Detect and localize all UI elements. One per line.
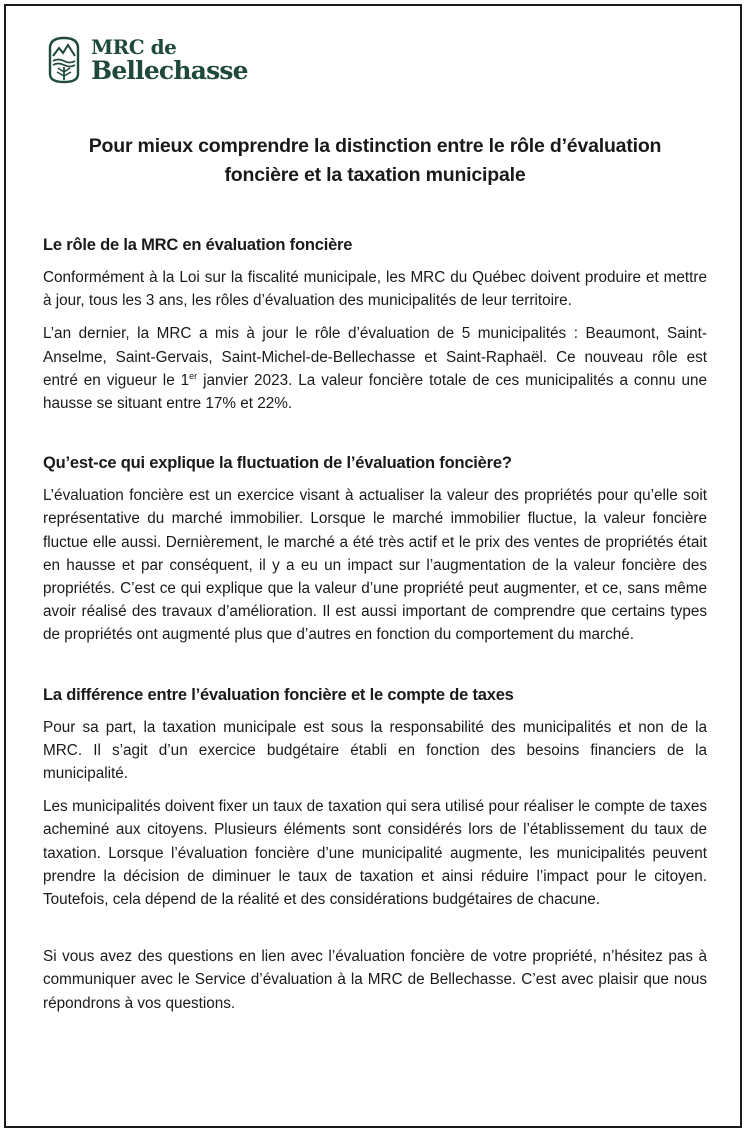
paragraph-text: L’an dernier, la MRC a mis à jour le rôle d’évaluation de 5 municipalités : Beaumont, Saint-Anselme, Saint-Gervais, Saint-Michel-de-Bellechasse et Saint-Raphaël. Ce nouveau rôle est entré en vigueur le 1: [43, 325, 707, 389]
mrc-emblem-icon: [44, 34, 84, 86]
paragraph: Conformément à la Loi sur la fiscalité municipale, les MRC du Québec doivent produire et mettre à jour, tous les 3 ans, les rôles d’évaluation des municipalités de leur territoire.: [43, 269, 707, 310]
logo-line1: MRC de: [91, 35, 177, 59]
section-heading: La différence entre l’évaluation foncière et le compte de taxes: [43, 685, 514, 704]
page-title: [43, 132, 707, 190]
section-difference: [43, 684, 707, 912]
logo-wordmark: [91, 37, 248, 83]
document-frame: [4, 4, 742, 1128]
ordinal-suffix: er: [189, 370, 198, 381]
paragraph: [43, 322, 707, 415]
page-title-line1: Pour mieux comprendre la distinction entre le rôle d’évaluation: [88, 135, 662, 157]
paragraph: L’évaluation foncière est un exercice visant à actualiser la valeur des propriétés pour qu’elle soit représentative du marché immobilier. Lorsque le marché immobilier fluctue, la valeur foncière fluctue elle aussi. Dernièrement, le marché a été très actif et le prix des ventes de propriétés était en hausse et par conséquent, il y a eu un impact sur l’augmentation de la valeur foncière des propriétés. C’est ce qui explique que la valeur d’une propriété peut augmenter, et ce, sans même avoir réalisé des travaux d’amélioration. Il est aussi important de comprendre que certains types de propriétés ont augmenté plus que d’autres en fonction du comportement du marché.: [43, 487, 707, 644]
section-fluctuation: [43, 452, 707, 646]
paragraph: Les municipalités doivent fixer un taux de taxation qui sera utilisé pour réaliser le compte de taxes acheminé aux citoyens. Plusieurs éléments sont considérés lors de l’établissement du taux de taxation. Lorsque l’évaluation foncière d’une municipalité augmente, les municipalités peuvent prendre la décision de diminuer le taux de taxation et ainsi réduire l’impact pour le citoyen. Toutefois, cela dépend de la réalité et des considérations budgétaires de chacune.: [43, 798, 707, 909]
paragraph-text: janvier 2023. La valeur foncière totale de ces municipalités a connu une hausse se situant entre 17% et 22%.: [43, 371, 707, 413]
section-heading: Le rôle de la MRC en évaluation foncière: [43, 236, 353, 254]
section-heading: Qu’est-ce qui explique la fluctuation de l’évaluation foncière?: [43, 454, 512, 473]
closing-paragraph: Si vous avez des questions en lien avec l’évaluation foncière de votre propriété, n’hésitez pas à communiquer avec le Service d’évaluation à la MRC de Bellechasse. C’est avec plaisir que nous répondrons à vos questions.: [43, 948, 707, 1012]
page-title-line2: foncière et la taxation municipale: [224, 164, 526, 186]
mrc-logo: [44, 34, 248, 86]
paragraph: Pour sa part, la taxation municipale est sous la responsabilité des municipalités et non de la MRC. Il s’agit d’un exercice budgétaire établi en fonction des besoins financiers de la municipalité.: [43, 718, 707, 783]
document-body: [43, 132, 707, 1025]
logo-line2: Bellechasse: [91, 56, 248, 85]
section-role-mrc: [43, 234, 707, 415]
